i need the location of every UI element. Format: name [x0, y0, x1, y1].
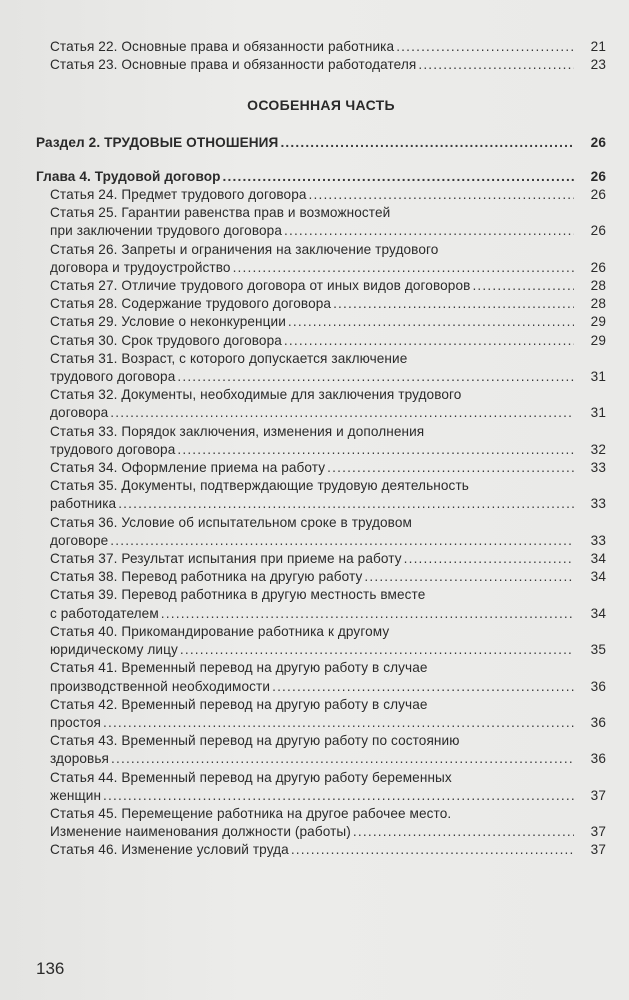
entry-title-line: здоровья: [50, 751, 110, 767]
dot-leader: [280, 134, 574, 152]
entry-page-number: 35: [590, 642, 606, 658]
dot-leader: [111, 750, 574, 768]
entry-last-line: [50, 38, 576, 56]
entry-title-line: Статья 29. Условие о неконкуренции: [50, 314, 286, 330]
entry-title-line: Статья 39. Перевод работника в другую местность вместе: [50, 587, 426, 603]
chapter-entry-container: [36, 168, 606, 186]
dot-leader: [180, 641, 574, 659]
entry-title-line: Статья 22. Основные права и обязанности работника: [50, 39, 395, 54]
entry-page-number: 34: [590, 551, 606, 567]
entry-title-line: договора: [50, 405, 109, 421]
entry-title-line: Статья 28. Содержание трудового договора: [50, 296, 332, 312]
entry-title-line: Статья 32. Документы, необходимые для заключения трудового: [50, 387, 462, 403]
entry-page-number: 33: [590, 532, 606, 548]
entry-last-line: [50, 823, 576, 841]
entry-title-line: Статья 25. Гарантии равенства прав и возможностей: [50, 205, 391, 221]
entry-page-number: 28: [590, 296, 606, 312]
entry-page-number: 33: [590, 460, 606, 476]
toc-entry-article: [36, 550, 606, 568]
section-heading: ОСОБЕННАЯ ЧАСТЬ: [247, 97, 395, 114]
entry-last-line: [50, 495, 576, 513]
entry-last-line: [50, 404, 576, 422]
entry-title-line: договоре: [50, 532, 109, 548]
dot-leader: [177, 368, 574, 386]
toc-entry-article: [36, 295, 606, 313]
entry-title-line: Статья 37. Результат испытания при приеме на работу: [50, 551, 402, 567]
dot-leader: [103, 787, 574, 805]
dot-leader: [309, 186, 574, 204]
entry-title-line: Статья 31. Возраст, с которого допускается заключение: [50, 350, 408, 366]
toc-entry-article: [36, 350, 606, 386]
entry-page-number: 28: [590, 278, 606, 294]
entry-last-line: [50, 313, 576, 331]
entry-page-number: 26: [590, 187, 606, 203]
entry-page-number: 31: [590, 369, 606, 385]
dot-leader: [110, 532, 574, 550]
entry-last-line: [36, 168, 576, 186]
entry-title-line: Статья 46. Изменение условий труда: [50, 842, 289, 858]
entry-last-line: [50, 550, 576, 568]
entry-page-number: 29: [590, 314, 606, 330]
entry-title-line: Статья 30. Срок трудового договора: [50, 332, 282, 348]
entry-page-number: 21: [590, 39, 606, 54]
toc-entry-article: [36, 514, 606, 550]
entry-page-number: 31: [590, 405, 606, 421]
top-entries: [36, 38, 606, 74]
entry-title-line: Статья 33. Порядок заключения, изменения и дополнения: [50, 423, 425, 439]
entry-last-line: [50, 459, 576, 477]
entry-title-line: Статья 35. Документы, подтверждающие трудовую деятельность: [50, 478, 469, 494]
dot-leader: [272, 678, 574, 696]
entry-page-number: 23: [590, 57, 606, 73]
toc-entry-article: [36, 313, 606, 331]
entry-last-line: [50, 295, 576, 313]
entry-page-number: 36: [590, 714, 606, 730]
entry-page-number: 26: [590, 134, 606, 150]
entry-title-line: Статья 43. Временный перевод на другую работу по состоянию: [50, 733, 460, 749]
entry-title-line: Статья 27. Отличие трудового договора от иных видов договоров: [50, 278, 471, 294]
entry-title-line: Статья 34. Оформление приема на работу: [50, 460, 326, 476]
entry-title-line: с работодателем: [50, 605, 159, 621]
entry-page-number: 29: [590, 332, 606, 348]
dot-leader: [118, 495, 574, 513]
entry-title-line: при заключении трудового договора: [50, 223, 282, 239]
spacer: [36, 152, 606, 168]
toc-entry-section: [36, 134, 606, 152]
entry-last-line: [50, 532, 576, 550]
table-of-contents: [36, 38, 606, 860]
articles-list: [36, 186, 606, 860]
entry-last-line: [50, 841, 576, 859]
entry-last-line: [50, 56, 576, 74]
entry-last-line: [50, 750, 576, 768]
entry-title-line: Статья 23. Основные права и обязанности работодателя: [50, 57, 417, 73]
toc-entry-article: [36, 56, 606, 74]
entry-title-line: Статья 44. Временный перевод на другую работу беременных: [50, 769, 452, 785]
entry-page-number: 34: [590, 569, 606, 585]
page-number: 136: [36, 959, 65, 978]
toc-entry-article: [36, 805, 606, 841]
entry-last-line: [50, 441, 576, 459]
entry-page-number: 36: [590, 678, 606, 694]
toc-entry-article: [36, 277, 606, 295]
entry-last-line: [50, 605, 576, 623]
dot-leader: [396, 38, 574, 56]
toc-entry-article: [36, 38, 606, 56]
dot-leader: [353, 823, 574, 841]
toc-entry-article: [36, 623, 606, 659]
dot-leader: [177, 441, 574, 459]
entry-title-line: простоя: [50, 714, 101, 730]
entry-title-line: Глава 4. Трудовой договор: [36, 168, 221, 184]
toc-entry-article: [36, 568, 606, 586]
toc-entry-article: [36, 386, 606, 422]
entry-title-line: Статья 41. Временный перевод на другую работу в случае: [50, 660, 428, 676]
toc-entry-article: [36, 186, 606, 204]
entry-title-line: трудового договора: [50, 369, 176, 385]
toc-entry-article: [36, 696, 606, 732]
dot-leader: [110, 404, 574, 422]
dot-leader: [418, 56, 574, 74]
entry-title-line: Статья 24. Предмет трудового договора: [50, 187, 307, 203]
entry-last-line: [50, 641, 576, 659]
entry-last-line: [36, 134, 576, 152]
entry-page-number: 26: [590, 259, 606, 275]
dot-leader: [103, 714, 574, 732]
dot-leader: [288, 313, 574, 331]
entry-page-number: 33: [590, 496, 606, 512]
dot-leader: [404, 550, 574, 568]
entry-page-number: 36: [590, 751, 606, 767]
dot-leader: [233, 259, 574, 277]
entry-title-line: юридическому лицу: [50, 642, 178, 658]
entry-title-line: производственной необходимости: [50, 678, 271, 694]
toc-entry-article: [36, 841, 606, 859]
entry-last-line: [50, 568, 576, 586]
dot-leader: [472, 277, 574, 295]
entry-page-number: 37: [590, 824, 606, 840]
toc-entry-article: [36, 204, 606, 240]
entry-title-line: Статья 36. Условие об испытательном сроке в трудовом: [50, 514, 412, 530]
toc-entry-article: [36, 732, 606, 768]
entry-last-line: [50, 277, 576, 295]
entry-title-line: Статья 38. Перевод работника на другую работу: [50, 569, 363, 585]
entry-last-line: [50, 222, 576, 240]
entry-page-number: 37: [590, 842, 606, 858]
toc-entry-article: [36, 423, 606, 459]
entry-page-number: 37: [590, 787, 606, 803]
entry-page-number: 26: [590, 168, 606, 184]
entry-page-number: 26: [590, 223, 606, 239]
entry-title-line: женщин: [50, 787, 102, 803]
dot-leader: [161, 605, 574, 623]
entry-title-line: Статья 45. Перемещение работника на другое рабочее место.: [50, 805, 452, 821]
toc-entry-article: [36, 332, 606, 350]
entry-title-line: Изменение наименования должности (работы): [50, 824, 351, 840]
dot-leader: [284, 222, 574, 240]
entry-last-line: [50, 714, 576, 732]
toc-entry-article: [36, 477, 606, 513]
toc-entry-chapter: [36, 168, 606, 186]
toc-entry-article: [36, 241, 606, 277]
entry-title-line: Статья 40. Прикомандирование работника к другому: [50, 623, 390, 639]
entry-last-line: [50, 332, 576, 350]
entry-title-line: Раздел 2. ТРУДОВЫЕ ОТНОШЕНИЯ: [36, 134, 279, 150]
dot-leader: [223, 168, 574, 186]
section-entry-container: [36, 134, 606, 152]
entry-last-line: [50, 368, 576, 386]
dot-leader: [333, 295, 574, 313]
entry-page-number: 34: [590, 605, 606, 621]
entry-title-line: работника: [50, 496, 117, 512]
entry-title-line: Статья 26. Запреты и ограничения на заключение трудового: [50, 241, 439, 257]
toc-entry-article: [36, 769, 606, 805]
dot-leader: [291, 841, 574, 859]
entry-page-number: 32: [590, 441, 606, 457]
entry-last-line: [50, 678, 576, 696]
dot-leader: [327, 459, 574, 477]
entry-title-line: Статья 42. Временный перевод на другую работу в случае: [50, 696, 428, 712]
entry-last-line: [50, 259, 576, 277]
toc-entry-article: [36, 586, 606, 622]
toc-entry-article: [36, 459, 606, 477]
entry-last-line: [50, 186, 576, 204]
entry-title-line: договора и трудоустройство: [50, 259, 231, 275]
toc-entry-article: [36, 659, 606, 695]
entry-last-line: [50, 787, 576, 805]
dot-leader: [284, 332, 574, 350]
entry-title-line: трудового договора: [50, 441, 176, 457]
dot-leader: [364, 568, 574, 586]
